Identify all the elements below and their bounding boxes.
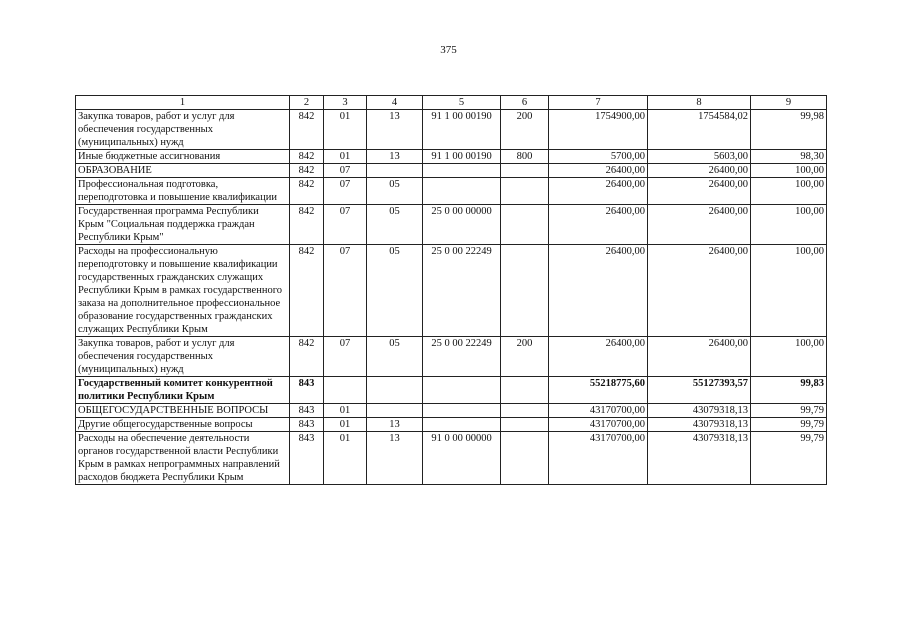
- row-name: ОБРАЗОВАНИЕ: [76, 164, 290, 178]
- row-planned-amount: 1754900,00: [549, 110, 648, 150]
- column-header: 5: [423, 96, 501, 110]
- row-section: 07: [324, 205, 367, 245]
- row-name: Расходы на профессиональную переподготовку и повышение квалификации государственных гражданских служащих Республики Крым в рамках государственного заказа на дополнительное профессиональное образование государственных гражданских служащих Республики Крым: [76, 245, 290, 337]
- row-target-item: [423, 377, 501, 404]
- row-section: 01: [324, 404, 367, 418]
- row-name: Государственная программа Республики Крым "Социальная поддержка граждан Республики Крым": [76, 205, 290, 245]
- row-subsection: [367, 377, 423, 404]
- table-row: [76, 245, 827, 337]
- row-target-item: [423, 178, 501, 205]
- table-row: [76, 205, 827, 245]
- row-percent: 100,00: [751, 337, 827, 377]
- row-percent: 99,98: [751, 110, 827, 150]
- table-body: [76, 96, 827, 485]
- row-percent: 99,79: [751, 404, 827, 418]
- row-planned-amount: 43170700,00: [549, 418, 648, 432]
- row-planned-amount: 55218775,60: [549, 377, 648, 404]
- row-code: 843: [290, 432, 324, 485]
- row-percent: 100,00: [751, 178, 827, 205]
- row-code: 843: [290, 377, 324, 404]
- column-header: 3: [324, 96, 367, 110]
- column-header: 6: [501, 96, 549, 110]
- row-section: 01: [324, 418, 367, 432]
- header-row: [76, 96, 827, 110]
- column-header: 8: [648, 96, 751, 110]
- row-section: 07: [324, 245, 367, 337]
- row-section: [324, 377, 367, 404]
- row-name: Другие общегосударственные вопросы: [76, 418, 290, 432]
- row-subsection: 13: [367, 110, 423, 150]
- row-code: 842: [290, 178, 324, 205]
- table-row: [76, 404, 827, 418]
- row-target-item: [423, 404, 501, 418]
- row-percent: 100,00: [751, 245, 827, 337]
- row-target-item: 25 0 00 22249: [423, 337, 501, 377]
- row-planned-amount: 26400,00: [549, 245, 648, 337]
- row-name: Закупка товаров, работ и услуг для обеспечения государственных (муниципальных) нужд: [76, 110, 290, 150]
- table-row: [76, 150, 827, 164]
- row-percent: 99,79: [751, 432, 827, 485]
- row-section: 01: [324, 432, 367, 485]
- row-subsection: 05: [367, 205, 423, 245]
- row-code: 842: [290, 110, 324, 150]
- row-subsection: 05: [367, 178, 423, 205]
- row-expense-type: [501, 178, 549, 205]
- row-target-item: 91 1 00 00190: [423, 150, 501, 164]
- row-planned-amount: 26400,00: [549, 205, 648, 245]
- row-expense-type: [501, 245, 549, 337]
- row-code: 842: [290, 205, 324, 245]
- row-actual-amount: 26400,00: [648, 245, 751, 337]
- row-code: 842: [290, 245, 324, 337]
- column-header: 9: [751, 96, 827, 110]
- row-percent: 100,00: [751, 164, 827, 178]
- row-name: Иные бюджетные ассигнования: [76, 150, 290, 164]
- row-target-item: [423, 418, 501, 432]
- budget-table: [75, 95, 827, 485]
- row-planned-amount: 43170700,00: [549, 404, 648, 418]
- row-section: 07: [324, 337, 367, 377]
- row-expense-type: [501, 205, 549, 245]
- row-subsection: 05: [367, 337, 423, 377]
- row-planned-amount: 26400,00: [549, 164, 648, 178]
- row-actual-amount: 43079318,13: [648, 432, 751, 485]
- row-planned-amount: 26400,00: [549, 337, 648, 377]
- table-row: [76, 337, 827, 377]
- row-subsection: [367, 164, 423, 178]
- column-header: 4: [367, 96, 423, 110]
- row-target-item: 25 0 00 22249: [423, 245, 501, 337]
- row-code: 842: [290, 164, 324, 178]
- row-section: 07: [324, 164, 367, 178]
- row-actual-amount: 1754584,02: [648, 110, 751, 150]
- page-number: 375: [440, 44, 457, 56]
- row-section: 01: [324, 150, 367, 164]
- row-subsection: [367, 404, 423, 418]
- row-name: Государственный комитет конкурентной политики Республики Крым: [76, 377, 290, 404]
- row-actual-amount: 5603,00: [648, 150, 751, 164]
- row-expense-type: [501, 377, 549, 404]
- row-expense-type: [501, 164, 549, 178]
- row-expense-type: [501, 404, 549, 418]
- row-target-item: 91 1 00 00190: [423, 110, 501, 150]
- table-row: [76, 110, 827, 150]
- row-actual-amount: 43079318,13: [648, 404, 751, 418]
- table-row: [76, 377, 827, 404]
- row-target-item: 91 0 00 00000: [423, 432, 501, 485]
- row-expense-type: 800: [501, 150, 549, 164]
- row-expense-type: [501, 432, 549, 485]
- row-actual-amount: 26400,00: [648, 178, 751, 205]
- row-code: 843: [290, 418, 324, 432]
- row-code: 843: [290, 404, 324, 418]
- row-subsection: 13: [367, 150, 423, 164]
- row-subsection: 13: [367, 432, 423, 485]
- table-row: [76, 164, 827, 178]
- row-expense-type: [501, 418, 549, 432]
- row-actual-amount: 26400,00: [648, 337, 751, 377]
- column-header: 7: [549, 96, 648, 110]
- table-row: [76, 178, 827, 205]
- row-planned-amount: 5700,00: [549, 150, 648, 164]
- row-name: Профессиональная подготовка, переподготовка и повышение квалификации: [76, 178, 290, 205]
- row-planned-amount: 26400,00: [549, 178, 648, 205]
- row-expense-type: 200: [501, 110, 549, 150]
- row-percent: 98,30: [751, 150, 827, 164]
- row-code: 842: [290, 150, 324, 164]
- row-actual-amount: 43079318,13: [648, 418, 751, 432]
- row-actual-amount: 26400,00: [648, 205, 751, 245]
- table-row: [76, 432, 827, 485]
- row-subsection: 13: [367, 418, 423, 432]
- row-expense-type: 200: [501, 337, 549, 377]
- row-section: 07: [324, 178, 367, 205]
- row-subsection: 05: [367, 245, 423, 337]
- row-percent: 99,79: [751, 418, 827, 432]
- row-name: ОБЩЕГОСУДАРСТВЕННЫЕ ВОПРОСЫ: [76, 404, 290, 418]
- row-code: 842: [290, 337, 324, 377]
- row-name: Закупка товаров, работ и услуг для обеспечения государственных (муниципальных) нужд: [76, 337, 290, 377]
- row-name: Расходы на обеспечение деятельности органов государственной власти Республики Крым в рамках непрограммных направлений расходов бюджета Республики Крым: [76, 432, 290, 485]
- column-header: 1: [76, 96, 290, 110]
- column-header: 2: [290, 96, 324, 110]
- row-percent: 99,83: [751, 377, 827, 404]
- row-actual-amount: 26400,00: [648, 164, 751, 178]
- table-row: [76, 418, 827, 432]
- row-actual-amount: 55127393,57: [648, 377, 751, 404]
- row-target-item: [423, 164, 501, 178]
- row-percent: 100,00: [751, 205, 827, 245]
- row-target-item: 25 0 00 00000: [423, 205, 501, 245]
- row-planned-amount: 43170700,00: [549, 432, 648, 485]
- row-section: 01: [324, 110, 367, 150]
